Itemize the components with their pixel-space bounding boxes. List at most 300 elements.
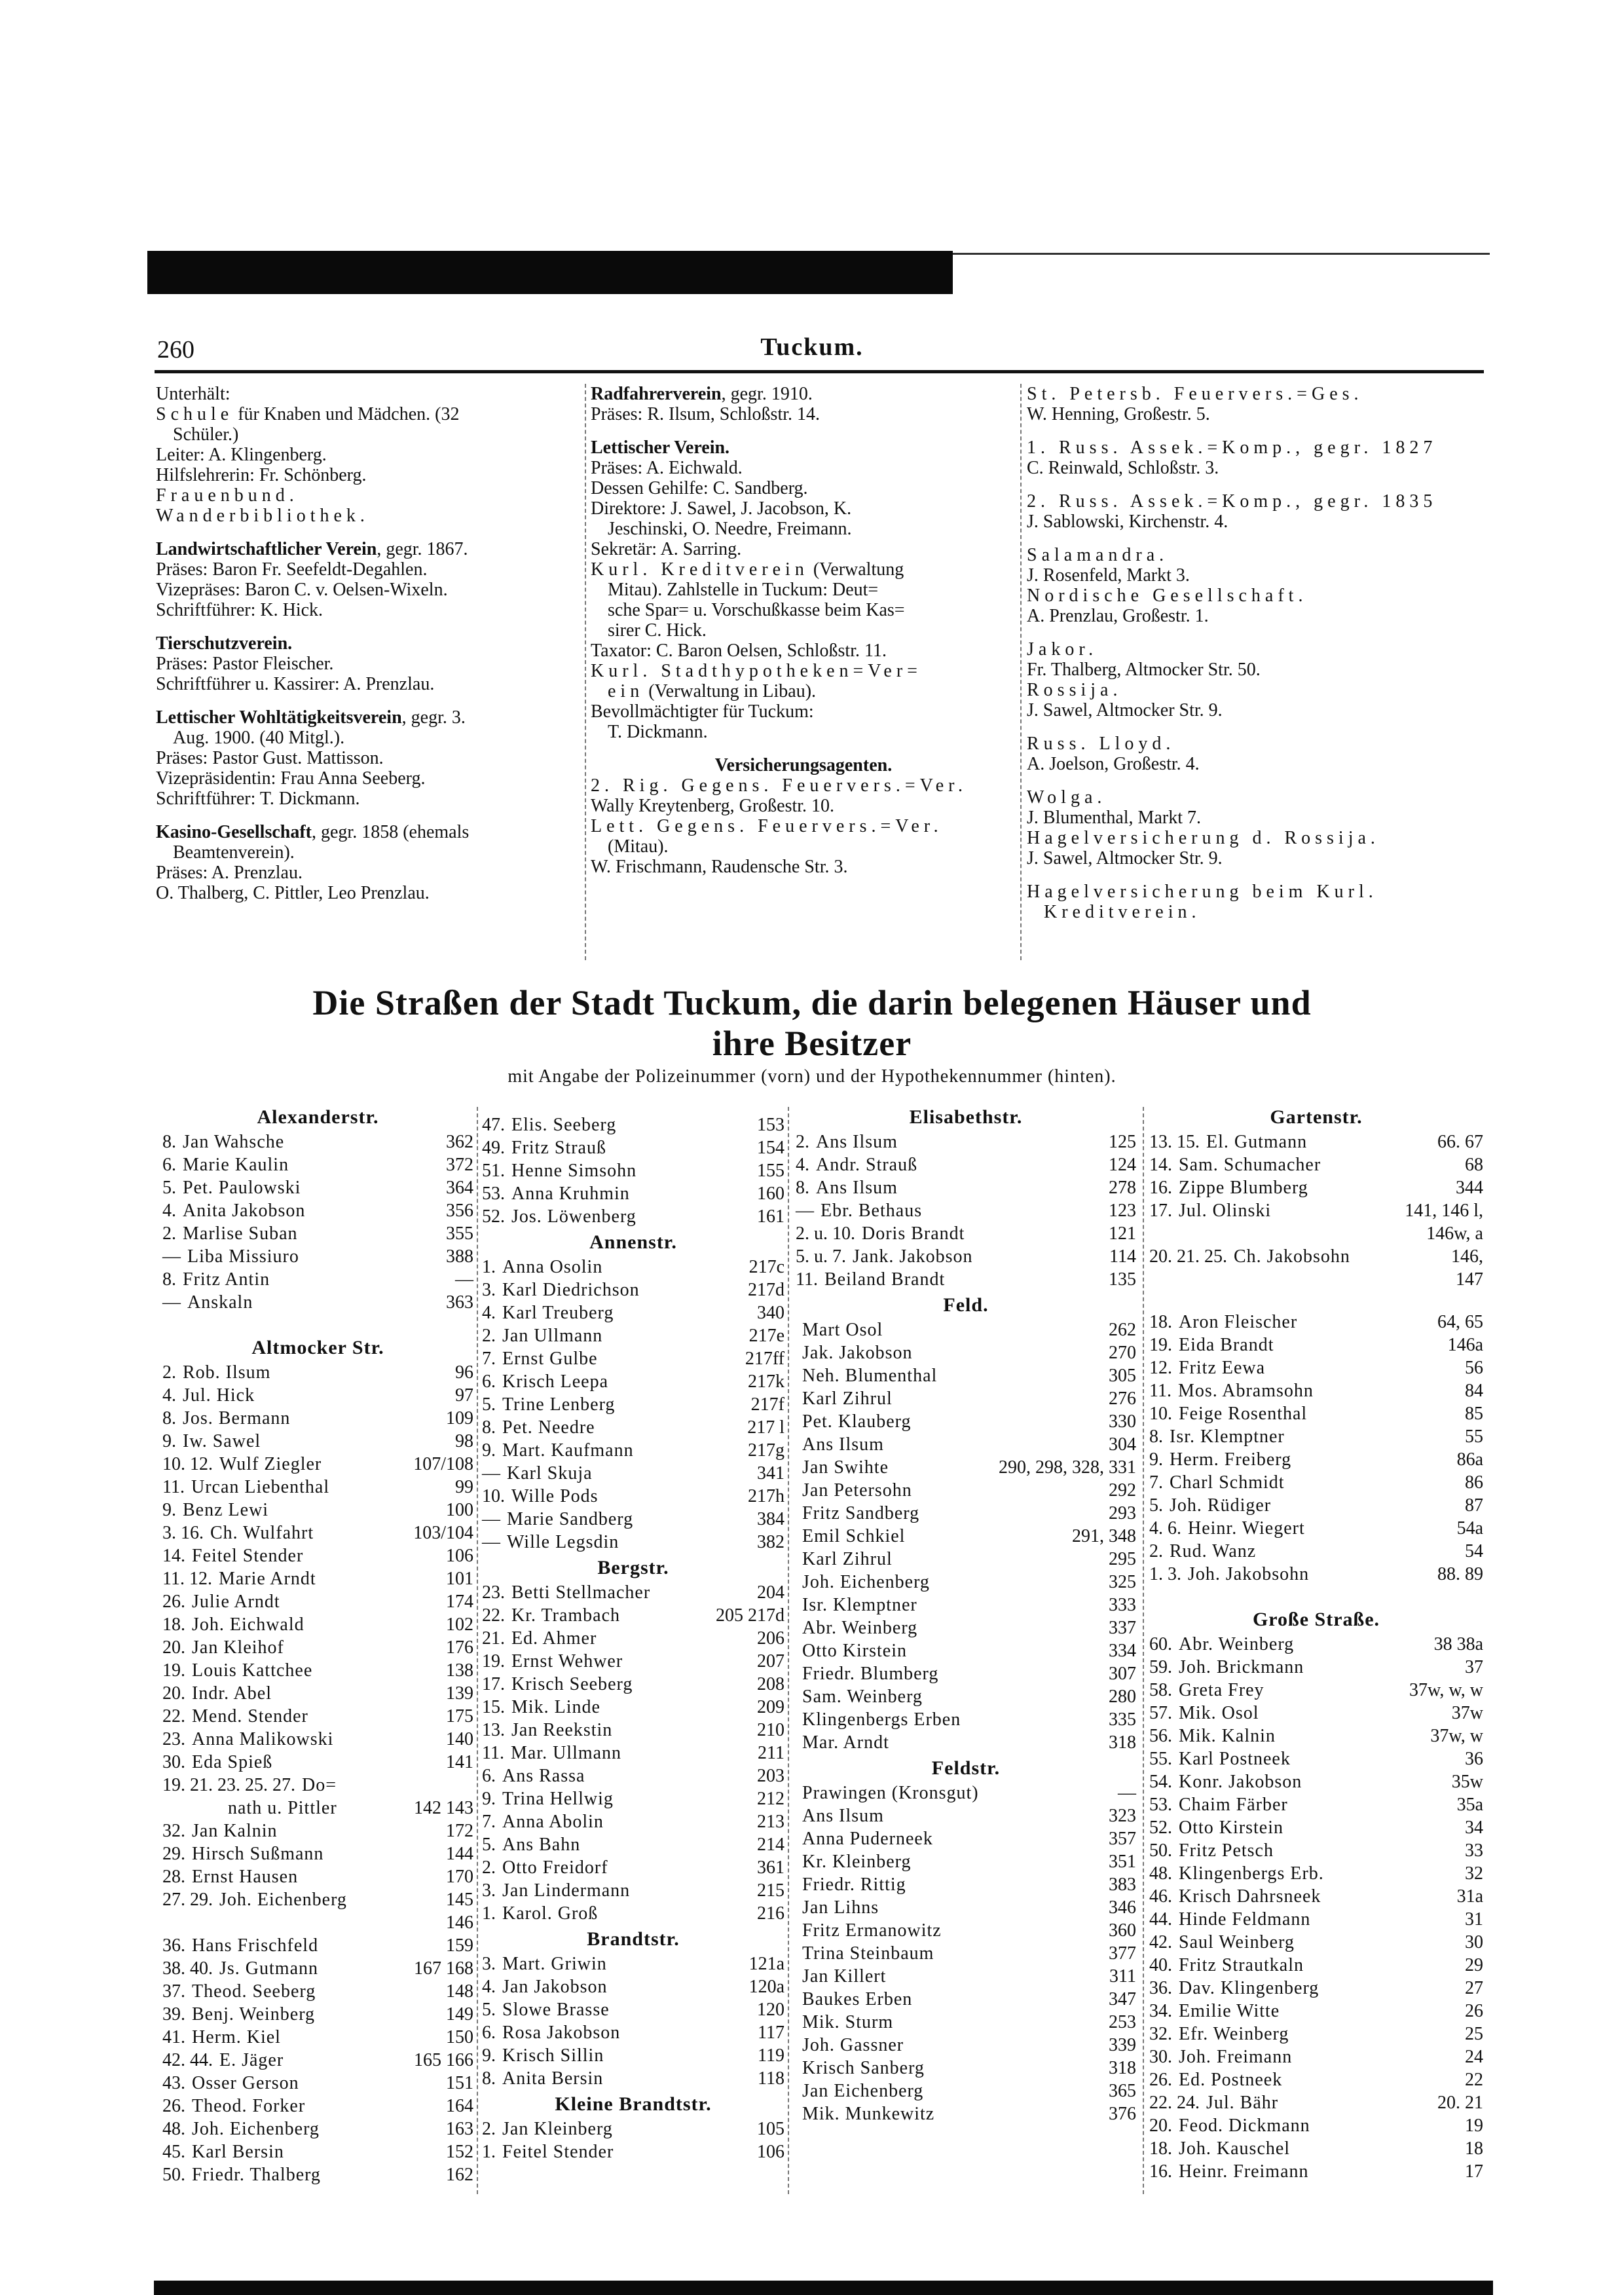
police-number (796, 2034, 802, 2057)
mortgage-number: 155 (757, 1161, 784, 1181)
table-row (1149, 1471, 1483, 1494)
owner-name: Otto Freidorf (502, 1857, 608, 1878)
table-row (1149, 1931, 1483, 1954)
owner-name: nath u. Pittler (228, 1798, 337, 1818)
mortgage-number: 68 (1465, 1155, 1483, 1175)
mortgage-number: 31a (1456, 1886, 1483, 1907)
table-row (1149, 1747, 1483, 1770)
text-line (156, 654, 581, 674)
police-number: 30. (1149, 2047, 1172, 2067)
mortgage-number: 153 (757, 1115, 784, 1135)
owner-name: Herm. Freiberg (1170, 1449, 1292, 1470)
table-row (1149, 1379, 1483, 1402)
owner-name: Mik. Kalnin (1179, 1726, 1276, 1746)
line-text: Bevollmächtigter für Tuckum: (591, 701, 814, 722)
owner-name: Fritz Ermanowitz (802, 1920, 942, 1941)
owner-name: Heinr. Freimann (1179, 2161, 1309, 2182)
owner-name: Jan Kleinberg (502, 2119, 613, 2139)
mortgage-number: 214 (757, 1835, 784, 1855)
table-row (162, 2163, 473, 2186)
table-row (1149, 1816, 1483, 1839)
owner-name: Charl Schmidt (1170, 1472, 1285, 1493)
table-row (482, 1416, 784, 1439)
table-row (162, 1819, 473, 1842)
owner-name: Fritz Strauß (511, 1138, 606, 1158)
text-line (591, 498, 1016, 519)
owner-name: Benj. Weinberg (192, 2004, 316, 2024)
police-number: 10. 12. (162, 1454, 213, 1474)
spacer (1149, 1586, 1483, 1605)
police-number: 48. (162, 2119, 185, 2139)
police-number: 14. (1149, 1155, 1172, 1175)
police-number: 60. (1149, 1634, 1172, 1654)
table-row (482, 1879, 784, 1902)
owner-name: Karl Zihrul (802, 1549, 893, 1569)
line-text: (Verwaltung (808, 559, 904, 580)
owner-name: Benz Lewi (183, 1500, 269, 1520)
mortgage-number: 120 (757, 2000, 784, 2020)
mortgage-number: 29 (1465, 1955, 1483, 1975)
owner-name: Feitel Stender (192, 1546, 304, 1566)
mortgage-number: 109 (446, 1408, 473, 1428)
table-row (162, 2140, 473, 2163)
scan-edge-line (953, 253, 1490, 255)
owner-name: Pet. Klauberg (802, 1411, 912, 1432)
mortgage-number: 280 (1109, 1687, 1136, 1707)
street-heading: Brandtstr. (587, 1928, 680, 1950)
mortgage-number: 363 (446, 1292, 473, 1313)
police-number: 9. (162, 1431, 176, 1451)
mortgage-number: 217d (748, 1280, 784, 1300)
table-row (1149, 1725, 1483, 1747)
police-number: 18. (1149, 1312, 1172, 1332)
mortgage-number: 140 (446, 1729, 473, 1749)
owner-name: Do= (302, 1775, 337, 1795)
text-line (1027, 882, 1479, 902)
police-number: 32. (162, 1821, 185, 1841)
owner-name: Friedr. Thalberg (192, 2165, 321, 2185)
table-row (482, 1278, 784, 1301)
police-number (796, 1873, 802, 1896)
table-row (162, 1728, 473, 1751)
owner-name: Henne Simsohn (511, 1161, 637, 1181)
spacer (591, 424, 1016, 438)
heading-text: Kasino-Gesellschaft (156, 822, 312, 842)
police-number (796, 1364, 802, 1387)
street-heading: Annenstr. (589, 1231, 677, 1253)
table-row (482, 1787, 784, 1810)
mortgage-number: 146a (1447, 1335, 1483, 1355)
police-number: 2. (482, 1857, 496, 1878)
text-line (1027, 458, 1479, 478)
mortgage-number: 34 (1465, 1818, 1483, 1838)
mortgage-number: 382 (757, 1532, 784, 1552)
table-row (1149, 1679, 1483, 1702)
police-number: 12. (1149, 1358, 1172, 1378)
mortgage-number: 217f (750, 1394, 784, 1415)
police-number: 3. 16. (162, 1523, 204, 1543)
police-number (796, 2057, 802, 2080)
table-row (162, 1774, 473, 1797)
table-row (162, 1797, 473, 1819)
owner-name: Heinr. Wiegert (1188, 1518, 1305, 1539)
table-row (482, 1301, 784, 1324)
street-heading: Kleine Brandtstr. (555, 2093, 712, 2115)
owner-name: Klingenbergs Erb. (1179, 1863, 1324, 1884)
table-row (796, 1268, 1136, 1291)
owner-name: Theod. Seeberg (192, 1981, 316, 2002)
police-number: — (482, 1509, 500, 1529)
table-row (162, 1567, 473, 1590)
mortgage-number: 215 (757, 1880, 784, 1901)
mortgage-number: 37w, w, w (1409, 1680, 1483, 1700)
mortgage-number: 174 (446, 1592, 473, 1612)
mortgage-number: 87 (1465, 1495, 1483, 1516)
table-row (162, 1222, 473, 1245)
line-text: Schriftführer u. Kassirer: A. Prenzlau. (156, 674, 435, 694)
mortgage-number: 114 (1109, 1246, 1136, 1267)
police-number: 1. (482, 2142, 496, 2162)
table-row (1149, 1494, 1483, 1517)
police-number (796, 1919, 802, 1942)
table-row (162, 1176, 473, 1199)
table-row (1149, 2114, 1483, 2137)
police-number: 9. (1149, 1449, 1163, 1470)
mortgage-number: 351 (1109, 1852, 1136, 1872)
table-row (796, 1731, 1136, 1754)
police-number: 5. (482, 1835, 496, 1855)
page-number: 260 (157, 336, 194, 364)
owner-name: Elis. Seeberg (511, 1115, 617, 1135)
column-divider (788, 1107, 789, 2194)
table-row (1149, 2137, 1483, 2160)
mortgage-number: 304 (1109, 1434, 1136, 1455)
owner-name: Joh. Eichenberg (219, 1890, 347, 1910)
mortgage-number: 18 (1465, 2138, 1483, 2159)
owner-name: Joh. Eichenberg (192, 2119, 320, 2139)
owner-name: Sam. Weinberg (802, 1687, 923, 1707)
mortgage-number: 37w (1451, 1703, 1483, 1723)
table-row (1149, 2160, 1483, 2183)
owner-name: Trina Steinbaum (802, 1943, 934, 1964)
owner-name: Jos. Löwenberg (511, 1206, 637, 1227)
owner-name: Jan Lihns (802, 1897, 879, 1918)
table-row (482, 1159, 784, 1182)
spaced-text: Salamandra. (1027, 545, 1169, 565)
table-row (796, 1387, 1136, 1410)
table-row (482, 2021, 784, 2044)
table-row (162, 1499, 473, 1521)
mortgage-number: 217 l (747, 1417, 784, 1438)
line-text: Präses: Pastor Gust. Mattisson. (156, 748, 384, 768)
owner-name: Jank. Jakobson (853, 1246, 973, 1267)
mortgage-number: 35a (1456, 1795, 1483, 1815)
mortgage-number: 84 (1465, 1381, 1483, 1401)
police-number: 40. (1149, 1955, 1172, 1975)
text-line (156, 600, 581, 620)
mortgage-number: 102 (446, 1614, 473, 1635)
police-number: 52. (1149, 1818, 1172, 1838)
owner-name: Joh. Rüdiger (1170, 1495, 1272, 1516)
spacer (156, 526, 581, 539)
mortgage-number: 165 166 (414, 2050, 473, 2070)
table-row (1149, 1656, 1483, 1679)
mortgage-number: 362 (446, 1132, 473, 1152)
text-line (156, 485, 581, 506)
police-number: 22. 24. (1149, 2093, 1200, 2113)
table-row (482, 1627, 784, 1650)
police-number: 36. (162, 1935, 185, 1956)
mortgage-number: 36 (1465, 1749, 1483, 1769)
owner-name: Liba Missiuro (187, 1246, 299, 1267)
police-number (796, 1571, 802, 1594)
police-number (796, 1731, 802, 1754)
line-text: Vizepräses: Baron C. v. Oelsen-Wixeln. (156, 580, 448, 600)
owner-name: Neh. Blumenthal (802, 1366, 938, 1386)
mortgage-number: 292 (1109, 1480, 1136, 1501)
owner-name: Fritz Strautkaln (1179, 1955, 1304, 1975)
mortgage-number: 141 (446, 1752, 473, 1772)
owner-name: Hans Frischfeld (192, 1935, 319, 1956)
police-number: 45. (162, 2142, 185, 2162)
police-number: 13. 15. (1149, 1132, 1200, 1152)
mortgage-number: 213 (757, 1812, 784, 1832)
police-number: 14. (162, 1546, 185, 1566)
table-row (796, 1364, 1136, 1387)
police-number: 26. (1149, 2070, 1172, 2090)
line-text: A. Prenzlau, Großestr. 1. (1027, 606, 1209, 626)
police-number (796, 1341, 802, 1364)
text-line (591, 836, 1016, 857)
owner-name: Aron Fleischer (1179, 1312, 1298, 1332)
mortgage-number: 117 (758, 2023, 784, 2043)
owner-name: Mart Osol (802, 1320, 883, 1340)
table-row (482, 1719, 784, 1742)
column-divider (1143, 1107, 1144, 2194)
mortgage-number: 333 (1109, 1595, 1136, 1615)
owner-name: Fritz Sandberg (802, 1503, 920, 1523)
owner-name: Karl Skuja (507, 1463, 593, 1483)
mortgage-number: 142 143 (414, 1798, 473, 1818)
police-number (1149, 1222, 1156, 1245)
police-number: 51. (482, 1161, 505, 1181)
line-text: Schriftführer: T. Dickmann. (156, 789, 360, 809)
text-line (591, 404, 1016, 424)
line-text: W. Henning, Großestr. 5. (1027, 404, 1210, 424)
police-number: 2. (482, 2119, 496, 2139)
police-number: 3. (482, 1880, 496, 1901)
street-heading: Gartenstr. (1270, 1106, 1363, 1128)
police-number: 4. (482, 1303, 496, 1323)
police-number: 9. (482, 2045, 496, 2066)
owner-name: Mik. Munkewitz (802, 2104, 935, 2124)
owner-name: Abr. Weinberg (802, 1618, 918, 1638)
spacer (591, 742, 1016, 755)
street-column-2 (482, 1113, 784, 2163)
text-line (1027, 660, 1479, 680)
police-number: 19. (162, 1660, 185, 1681)
table-row (1149, 2000, 1483, 2023)
table-row (796, 2102, 1136, 2125)
mortgage-number: 159 (446, 1935, 473, 1956)
table-row (482, 1531, 784, 1554)
line-text: Jeschinski, O. Needre, Freimann. (608, 519, 852, 539)
mortgage-number: 388 (446, 1246, 473, 1267)
owner-name: Hinde Feldmann (1179, 1909, 1311, 1930)
table-row (482, 1182, 784, 1205)
police-number: 46. (1149, 1886, 1172, 1907)
line-text: A. Joelson, Großestr. 4. (1027, 754, 1200, 774)
table-row (482, 1370, 784, 1393)
mortgage-number: 99 (455, 1477, 473, 1497)
police-number: 20. (1149, 2116, 1172, 2136)
owner-name: Jan Kleihof (192, 1637, 284, 1658)
mortgage-number: 121 (1109, 1223, 1136, 1244)
spaced-text: Kurl. Stadthypotheken=Ver= (591, 661, 922, 681)
text-line (156, 707, 581, 728)
police-number: 48. (1149, 1863, 1172, 1884)
police-number: 6. (482, 1371, 496, 1392)
owner-name: Krisch Leepa (502, 1371, 609, 1392)
table-row (482, 1136, 784, 1159)
mortgage-number: 341 (757, 1463, 784, 1483)
table-row (1149, 1130, 1483, 1153)
table-row (162, 1153, 473, 1176)
table-row (482, 1975, 784, 1998)
line-text: , gegr. 3. (401, 707, 466, 728)
table-row (796, 1594, 1136, 1616)
mortgage-number: 149 (446, 2004, 473, 2024)
section-subtitle: mit Angabe der Polizeinummer (vorn) und der Hypothekennummer (hinten). (507, 1066, 1116, 1087)
mortgage-number: 97 (455, 1385, 473, 1406)
police-number: 19. (1149, 1335, 1172, 1355)
mortgage-number: 120a (748, 1977, 784, 1997)
table-row (1149, 1793, 1483, 1816)
top-column-3 (1027, 384, 1479, 922)
police-number: 22. (162, 1706, 185, 1726)
police-number (796, 1685, 802, 1708)
police-number: 3. (482, 1954, 496, 1974)
police-number: 8. (162, 1132, 176, 1152)
table-row (1149, 1425, 1483, 1448)
table-row (1149, 1702, 1483, 1725)
owner-name: Urcan Liebenthal (191, 1477, 330, 1497)
mortgage-number: 334 (1109, 1641, 1136, 1661)
text-line (591, 681, 1016, 701)
table-row (162, 1430, 473, 1453)
police-number: 22. (482, 1605, 505, 1626)
owner-name: Trina Hellwig (502, 1789, 614, 1809)
table-row (1149, 1977, 1483, 2000)
owner-name: Jan Jakobson (502, 1977, 608, 1997)
owner-name: Greta Frey (1179, 1680, 1264, 1700)
table-row (162, 1705, 473, 1728)
text-line (156, 842, 581, 863)
line-text: Präses: Baron Fr. Seefeldt-Degahlen. (156, 559, 428, 580)
owner-name: Isr. Klemptner (1170, 1427, 1285, 1447)
police-number: 53. (482, 1184, 505, 1204)
street-column-1 (162, 1103, 473, 2186)
mortgage-number: 125 (1109, 1132, 1136, 1152)
mortgage-number: 85 (1465, 1404, 1483, 1424)
table-row (796, 1782, 1136, 1804)
police-number (796, 1525, 802, 1548)
text-line (591, 458, 1016, 478)
table-row (162, 2072, 473, 2095)
owner-name: Ebr. Bethaus (821, 1201, 923, 1221)
police-number: 5. (482, 2000, 496, 2020)
line-text: sche Spar= u. Vorschußkasse beim Kas= (608, 600, 905, 620)
owner-name: Jul. Hick (183, 1385, 255, 1406)
mortgage-number: 365 (1109, 2081, 1136, 2101)
police-number: 8. (1149, 1427, 1163, 1447)
police-number: 50. (162, 2165, 185, 2185)
mortgage-number: 164 (446, 2096, 473, 2116)
owner-name: Zippe Blumberg (1179, 1178, 1308, 1198)
text-line (156, 384, 581, 404)
text-line (591, 775, 1016, 796)
table-row (482, 1113, 784, 1136)
owner-name: Jan Killert (802, 1966, 887, 1987)
police-number: 6. (482, 2023, 496, 2043)
text-line (591, 478, 1016, 498)
owner-name: Mik. Osol (1179, 1703, 1259, 1723)
table-row (162, 1590, 473, 1613)
table-row (796, 1548, 1136, 1571)
table-row (482, 1764, 784, 1787)
text-line (591, 816, 1016, 836)
owner-name: Abr. Weinberg (1179, 1634, 1295, 1654)
spaced-text: Nordische Gesellschaft. (1027, 586, 1308, 606)
line-text: Hilfslehrerin: Fr. Schönberg. (156, 465, 367, 485)
police-number (796, 1318, 802, 1341)
text-line (156, 465, 581, 485)
police-number: 17. (482, 1674, 505, 1694)
text-line (1027, 680, 1479, 700)
table-row (482, 1810, 784, 1833)
mortgage-number: 38 38a (1433, 1634, 1483, 1654)
mortgage-number: 360 (1109, 1920, 1136, 1941)
owner-name: Feod. Dickmann (1179, 2116, 1310, 2136)
police-number (796, 1639, 802, 1662)
owner-name: Isr. Klemptner (802, 1595, 917, 1615)
line-text: Direktore: J. Sawel, J. Jacobson, K. (591, 498, 852, 519)
owner-name: Krisch Sillin (502, 2045, 604, 2066)
mortgage-number: 209 (757, 1697, 784, 1717)
owner-name: Ernst Hausen (192, 1867, 299, 1887)
police-number: 4. (482, 1977, 496, 1997)
mortgage-number: 270 (1109, 1343, 1136, 1363)
owner-name: Karl Treuberg (502, 1303, 614, 1323)
owner-name: Eda Spieß (192, 1752, 273, 1772)
text-line (156, 424, 581, 445)
mortgage-number: 170 (446, 1867, 473, 1887)
police-number: 26. (162, 1592, 185, 1612)
table-row (796, 1245, 1136, 1268)
table-row (162, 1934, 473, 1957)
heading-text: Radfahrerverein (591, 384, 722, 404)
police-number (796, 1502, 802, 1525)
police-number: 5. u. 7. (796, 1246, 846, 1267)
owner-name: Jak. Jakobson (802, 1343, 913, 1363)
table-row (162, 1361, 473, 1384)
column-divider (477, 1107, 478, 2194)
mortgage-number: 217c (748, 1257, 784, 1277)
owner-name: Ans Bahn (502, 1835, 581, 1855)
mortgage-number: 22 (1465, 2070, 1483, 2090)
mortgage-number: 146w, a (1426, 1223, 1483, 1244)
mortgage-number: 88. 89 (1437, 1564, 1483, 1584)
